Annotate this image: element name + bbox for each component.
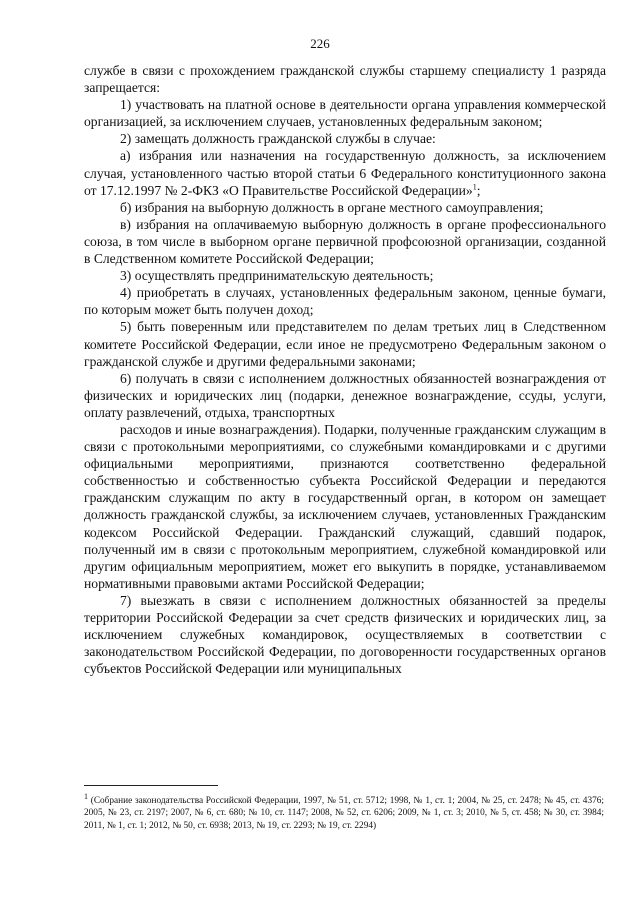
paragraph-text: 4) приобретать в случаях, установленных федеральным законом, ценные бумаги, по которым может быть получен доход;	[84, 285, 606, 318]
paragraph-tail: ;	[476, 182, 481, 198]
paragraph	[84, 147, 606, 198]
paragraph	[84, 592, 606, 677]
paragraph	[84, 370, 606, 421]
paragraph	[84, 216, 606, 267]
paragraph	[84, 96, 606, 130]
paragraph	[84, 62, 606, 96]
paragraph-text: б) избрания на выборную должность в органе местного самоуправления;	[120, 199, 544, 215]
footnote	[84, 791, 604, 832]
paragraph-text: 7) выезжать в связи с исполнением должностных обязанностей за пределы территории Российской Федерации за счет средств физических и юридических лиц, за исключением служебных командировок, осуществляемых в соответствии с законодательством Российской Федерации, по договоренности государственных органов субъектов Российской Федерации или муниципальных	[84, 592, 606, 677]
paragraph-text: а) избрания или назначения на государственную должность, за исключением случая, установленного частью второй статьи 6 Федерального конституционного закона от 17.12.1997 № 2-ФКЗ «О Правительстве Российской Федерации»	[84, 148, 606, 198]
paragraph	[84, 130, 606, 147]
footnote-reference[interactable]: 1	[472, 182, 477, 192]
paragraph-text: 6) получать в связи с исполнением должностных обязанностей вознаграждения от физических и юридических лиц (подарки, денежное вознаграждение, ссуды, услуги, оплату развлечений, отдыха, транспортных	[84, 370, 606, 420]
paragraph	[84, 267, 606, 284]
paragraph-text: службе в связи с прохождением гражданской службы старшему специалисту 1 разряда запрещается:	[84, 63, 606, 96]
document-body	[84, 62, 606, 677]
paragraph-text: 5) быть поверенным или представителем по делам третьих лиц в Следственном комитете Российской Федерации, если иное не предусмотрено Федеральным законом о гражданской службе и другими федеральными законами;	[84, 319, 606, 369]
paragraph	[84, 284, 606, 318]
footnote-mark: 1	[84, 791, 88, 801]
paragraph-text: 1) участвовать на платной основе в деятельности органа управления коммерческой организацией, за исключением случаев, установленных федеральным законом;	[84, 97, 606, 130]
paragraph	[84, 421, 606, 592]
paragraph-text: расходов и иные вознаграждения). Подарки, полученные гражданским служащим в связи с протокольными мероприятиями, со служебными командировками и с другими официальными мероприятиями, признаются соответственно федеральной собственностью и собственностью субъекта Российской Федерации и передаются гражданским служащим по акту в государственный орган, в котором он замещает должность гражданской службы, за исключением случаев, установленных Гражданским кодексом Российской Федерации. Гражданский служащий, сдавший подарок, полученный им в связи с протокольным мероприятием, служебной командировкой или другим официальным мероприятием, может его выкупить в порядке, устанавливаемом нормативными правовыми актами Российской Федерации;	[84, 421, 606, 591]
paragraph-text: 2) замещать должность гражданской службы в случае:	[120, 131, 436, 147]
page-number: 226	[310, 36, 330, 51]
footnote-separator	[84, 785, 218, 786]
paragraph-text: в) избрания на оплачиваемую выборную должность в органе профессионального союза, в том числе в выборном органе первичной профсоюзной организации, созданной в Следственном комитете Российской Федерации;	[84, 216, 606, 267]
paragraph	[84, 318, 606, 369]
paragraph	[84, 199, 606, 216]
paragraph-text: 3) осуществлять предпринимательскую деятельность;	[120, 268, 434, 284]
footnote-text: (Собрание законодательства Российской Федерации, 1997, № 51, ст. 5712; 1998, № 1, ст. 1; 2004, № 25, ст. 2478; № 45, ст. 4376; 2005, № 23, ст. 2197; 2007, № 6, ст. 680; № 10, ст. 1147; 2008, № 52, ст. 6206; 2009, № 1, ст. 3; 2010, № 5, ст. 458; № 30, ст. 3984; 2011, № 1, ст. 1; 2012, № 50, ст. 6938; 2013, № 19, ст. 2293; № 19, ст. 2294)	[84, 796, 604, 831]
